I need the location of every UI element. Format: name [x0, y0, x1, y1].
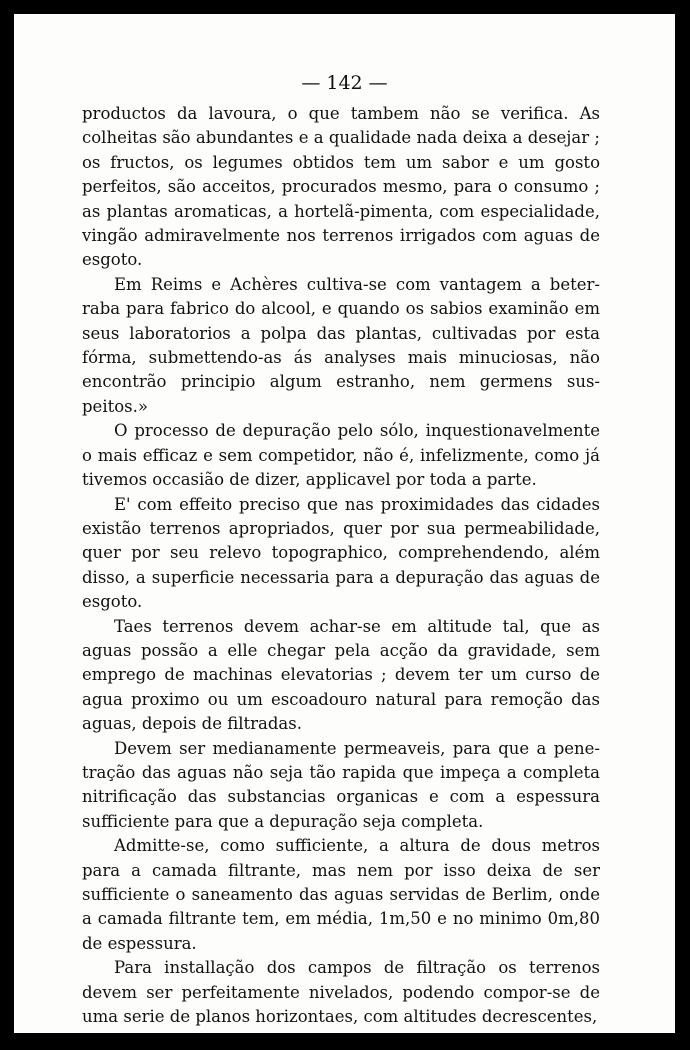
paragraph-7: Admitte-se, como sufficiente, a altura de dous metros para a camada filtrante, mas nem por isso deixa de ser sufficiente o saneamento das aguas servidas de Berlim, onde a camada filtrante tem, em média, 1m,50 e no minimo 0m,80 de espessura. — [82, 836, 600, 953]
paragraph-2: Em Reims e Achères cultiva-se com vantagem a beterraba para fabrico do alcool, e quando os sabios examinão em seus laboratorios a polpa das plantas, cultivadas por esta fórma, submettendo-as ás analyses mais minuciosas, não encontrão principio algum estranho, nem germens suspeitos.» — [82, 274, 600, 416]
paragraph-4: E' com effeito preciso que nas proximidades das cidades existão terrenos apropriados, quer por sua permeabilidade, quer por seu relevo topographico, comprehendendo, além disso, a superficie necessaria para a depuração das aguas de esgoto. — [82, 494, 600, 612]
page-number: — 142 — — [301, 72, 388, 94]
paragraph-8: Para installação dos campos de filtração os terrenos devem ser perfeitamente nivelados, podendo compor-se de uma serie de planos horizontaes, com altitudes decrescentes, — [82, 958, 600, 1027]
paragraph-1: productos da lavoura, o que tambem não se verifica. As colheitas são abundantes e a qualidade nada deixa a desejar ; os fructos, os legumes obtidos tem um sabor e um gosto perfeitos, são acceitos, procurados mesmo, para o consumo ; as plantas aromaticas, a hortelã-pimenta, com especialidade, vingão admiravelmente nos terrenos irrigados com aguas de esgoto. — [82, 104, 600, 270]
paragraph-3: O processo de depuração pelo sólo, inquestionavelmente o mais efficaz e sem competidor, não é, infelizmente, como já tivemos occasião de dizer, applicavel por toda a parte. — [82, 421, 600, 490]
paragraph-5: Taes terrenos devem achar-se em altitude tal, que as aguas possão a elle chegar pela acção da gravidade, sem emprego de machinas elevatorias ; devem ter um curso de agua proximo ou um escoadouro natural para remoção das aguas, depois de filtradas. — [82, 616, 600, 734]
body-text — [82, 102, 600, 1029]
document-page — [14, 14, 675, 1033]
paragraph-6: Devem ser medianamente permeaveis, para que a penetração das aguas não seja tão rapida que impeça a completa nitrificação das substancias organicas e com a espessura sufficiente para que a depuração seja completa. — [82, 738, 600, 831]
